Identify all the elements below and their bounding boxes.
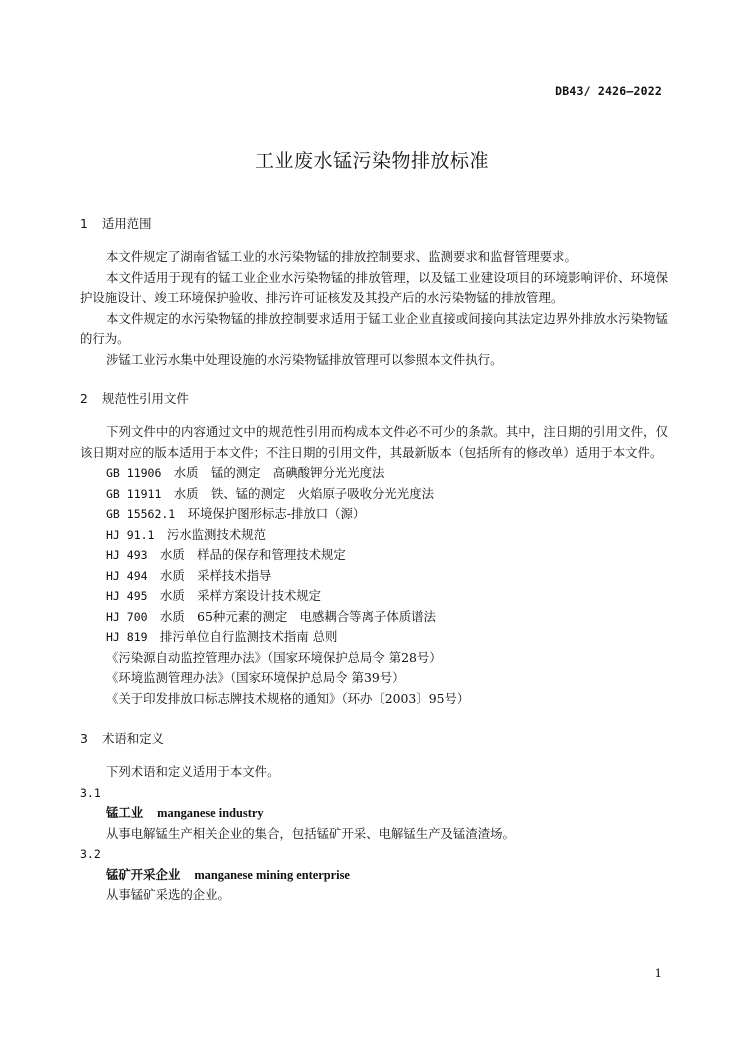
- reference-item: GB 11911 水质 铁、锰的测定 火焰原子吸收分光光度法: [106, 485, 434, 501]
- reference-item: HJ 700 水质 65种元素的测定 电感耦合等离子体质谱法: [106, 608, 436, 624]
- page-number: 1: [654, 966, 662, 980]
- paragraph: 本文件规定了湖南省锰工业的水污染物锰的排放控制要求、监测要求和监督管理要求。: [106, 249, 577, 264]
- section-heading-terms: [80, 729, 668, 749]
- reference-item: HJ 91.1 污水监测技术规范: [106, 526, 266, 542]
- page-title: 工业废水锰污染物排放标准: [254, 150, 489, 172]
- reference-item: GB 11906 水质 锰的测定 高碘酸钾分光光度法: [106, 465, 385, 480]
- section-title: 规范性引用文件: [102, 391, 189, 406]
- reference-item: HJ 819 排污单位自行监测技术指南 总则: [106, 629, 338, 644]
- section-number: 3: [80, 731, 88, 746]
- section-number: 2: [80, 391, 88, 406]
- document-code: DB43/ 2426—2022: [555, 84, 662, 98]
- term-number: 3.1: [80, 785, 101, 800]
- paragraph: 本文件规定的水污染物锰的排放控制要求适用于锰工业企业直接或间接向其法定边界外排放水污染物锰的行为。: [80, 310, 668, 346]
- term-english: manganese mining enterprise: [194, 867, 350, 882]
- paragraph: 涉锰工业污水集中处理设施的水污染物锰排放管理可以参照本文件执行。: [106, 351, 503, 367]
- paragraph: 本文件适用于现有的锰工业企业水污染物锰的排放管理，以及锰工业建设项目的环境影响评价、环境保护设施设计、竣工环境保护验收、排污许可证核发及其投产后的水污染物锰的排放管理。: [80, 269, 668, 305]
- reference-item: HJ 494 水质 采样技术指导: [106, 567, 272, 583]
- reference-item: GB 15562.1 环境保护图形标志-排放口（源）: [106, 506, 366, 521]
- document-body: [80, 214, 668, 906]
- reference-document: 《关于印发排放口标志牌技术规格的通知》（环办〔2003〕95号）: [106, 690, 470, 706]
- paragraph: 下列文件中的内容通过文中的规范性引用而构成本文件必不可少的条款。其中，注日期的引用文件，仅该日期对应的版本适用于本文件；不注日期的引用文件，其最新版本（包括所有的修改单）适用于本文件。: [80, 424, 668, 460]
- term-definition: 从事锰矿采选的企业。: [106, 887, 230, 902]
- section-heading-references: [80, 389, 668, 409]
- term-heading: [80, 865, 668, 886]
- reference-item: HJ 493 水质 样品的保存和管理技术规定: [106, 547, 346, 562]
- term-number: 3.2: [80, 847, 101, 861]
- section-title: 术语和定义: [102, 731, 164, 746]
- section-number: 1: [80, 216, 88, 231]
- paragraph: 下列术语和定义适用于本文件。: [106, 764, 280, 779]
- reference-item: HJ 495 水质 采样方案设计技术规定: [106, 588, 322, 603]
- term-english: manganese industry: [157, 806, 264, 820]
- term-chinese: 锰工业: [106, 805, 144, 820]
- section-heading-scope: [80, 214, 668, 234]
- term-definition: 从事电解锰生产相关企业的集合，包括锰矿开采、电解锰生产及锰渣渣场。: [106, 825, 515, 841]
- term-heading: [80, 803, 668, 824]
- term-chinese: 锰矿开采企业: [106, 866, 181, 882]
- reference-document: 《污染源自动监控管理办法》（国家环境保护总局令 第28号）: [106, 649, 442, 665]
- section-title: 适用范围: [102, 216, 152, 231]
- reference-document: 《环境监测管理办法》（国家环境保护总局令 第39号）: [106, 670, 405, 685]
